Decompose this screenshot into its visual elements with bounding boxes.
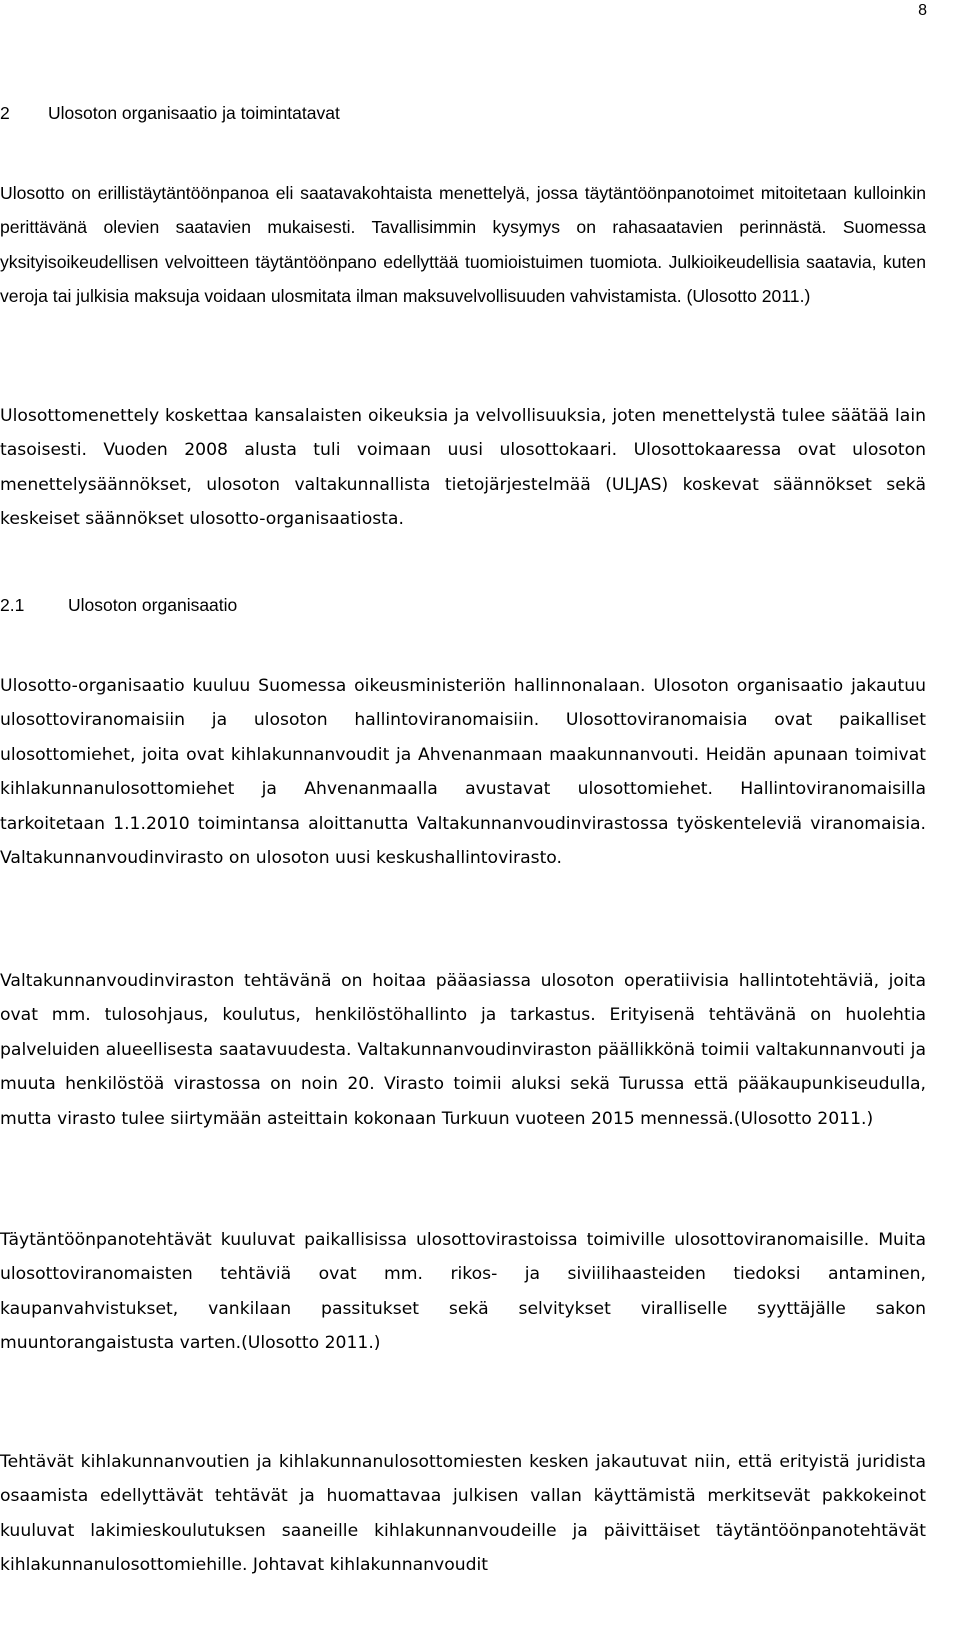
section-title: Ulosoton organisaatio ja toimintatavat <box>48 103 340 123</box>
subsection-title: Ulosoton organisaatio <box>68 595 238 615</box>
subsection-number: 2.1 <box>0 595 25 615</box>
paragraph-organisation: Ulosotto-organisaatio kuuluu Suomessa oikeusministeriön hallinnonalaan. Ulosoton organisaatio jakautuu ulosottoviranomaisiin ja ulosoton hallintoviranomaisiin. Ulosottoviranomaisia ovat paikalliset ulosottomiehet, joita ovat kihlakunnanvoudit ja Ahvenanmaan maakunnanvouti. Heidän apunaan toimivat kihlakunnanulosottomiehet ja Ahvenanmaalla avustavat ulosottomiehet. Hallintoviranomaisilla tarkoitetaan 1.1.2010 toimintansa aloittanutta Valtakunnanvoudinvirastossa työskenteleviä viranomaisia. Valtakunnanvoudinvirasto on ulosoton uusi keskushallintovirasto. <box>0 676 926 869</box>
paragraph-taytantoonpanotehtavat: Täytäntöönpanotehtävät kuuluvat paikallisissa ulosottovirastoissa toimiville ulosottoviranomaisille. Muita ulosottoviranomaisten tehtäviä ovat mm. rikos- ja siviilihaasteiden tiedoksi antaminen, kaupanvahvistukset, vankilaan passitukset sekä selvitykset viralliselle syyttäjälle sakon muuntorangaistusta varten.(Ulosotto 2011.) <box>0 1230 926 1354</box>
section-number: 2 <box>0 103 10 123</box>
subsection-heading <box>0 595 237 616</box>
paragraph-tehtavien-jako: Tehtävät kihlakunnanvoutien ja kihlakunnanulosottomiesten kesken jakautuvat niin, että erityistä juridista osaamista edellyttävät tehtävät ja huomattavaa julkisen vallan käyttämistä merkitsevät pakkokeinot kuuluvat lakimieskoulutuksen saaneille kihlakunnanvoudeille ja päivittäiset täytäntöönpanotehtävät kihlakunnanulosottomiehille. Johtavat kihlakunnanvoudit <box>0 1452 926 1576</box>
paragraph-valtakunnanvoudinvirasto: Valtakunnanvoudinviraston tehtävänä on hoitaa pääasiassa ulosoton operatiivisia hallintotehtäviä, joita ovat mm. tulosohjaus, koulutus, henkilöstöhallinto ja tarkastus. Erityisenä tehtävänä on huolehtia palveluiden alueellisesta saatavuudesta. Valtakunnanvoudinviraston päällikkönä toimii valtakunnanvouti ja muuta henkilöstöä virastossa on noin 20. Virasto toimii aluksi sekä Turussa että pääkaupunkiseudulla, mutta virasto tulee siirtymään asteittain kokonaan Turkuun vuoteen 2015 mennessä.(Ulosotto 2011.) <box>0 971 926 1129</box>
section-heading <box>0 103 340 124</box>
paragraph-ulosottokaari: Ulosottomenettely koskettaa kansalaisten oikeuksia ja velvollisuuksia, joten menettelystä tulee säätää lain tasoisesti. Vuoden 2008 alusta tuli voimaan uusi ulosottokaari. Ulosottokaaressa ovat ulosoton menettelysäännökset, ulosoton valtakunnallista tietojärjestelmää (ULJAS) koskevat säännökset sekä keskeiset säännökset ulosotto-organisaatiosta. <box>0 406 926 530</box>
paragraph-ulosotto-definition: Ulosotto on erillistäytäntöönpanoa eli saatavakohtaista menettelyä, jossa täytäntöönpanotoimet mitoitetaan kulloinkin perittävänä olevien saatavien mukaisesti. Tavallisimmin kysymys on rahasaatavien perinnästä. Suomessa yksityisoikeudellisen velvoitteen täytäntöönpano edellyttää tuomioistuimen tuomiota. Julkioikeudellisia saatavia, kuten veroja tai julkisia maksuja voidaan ulosmitata ilman maksuvelvollisuuden vahvistamista. (Ulosotto 2011.) <box>0 183 926 307</box>
page-number: 8 <box>918 2 927 19</box>
